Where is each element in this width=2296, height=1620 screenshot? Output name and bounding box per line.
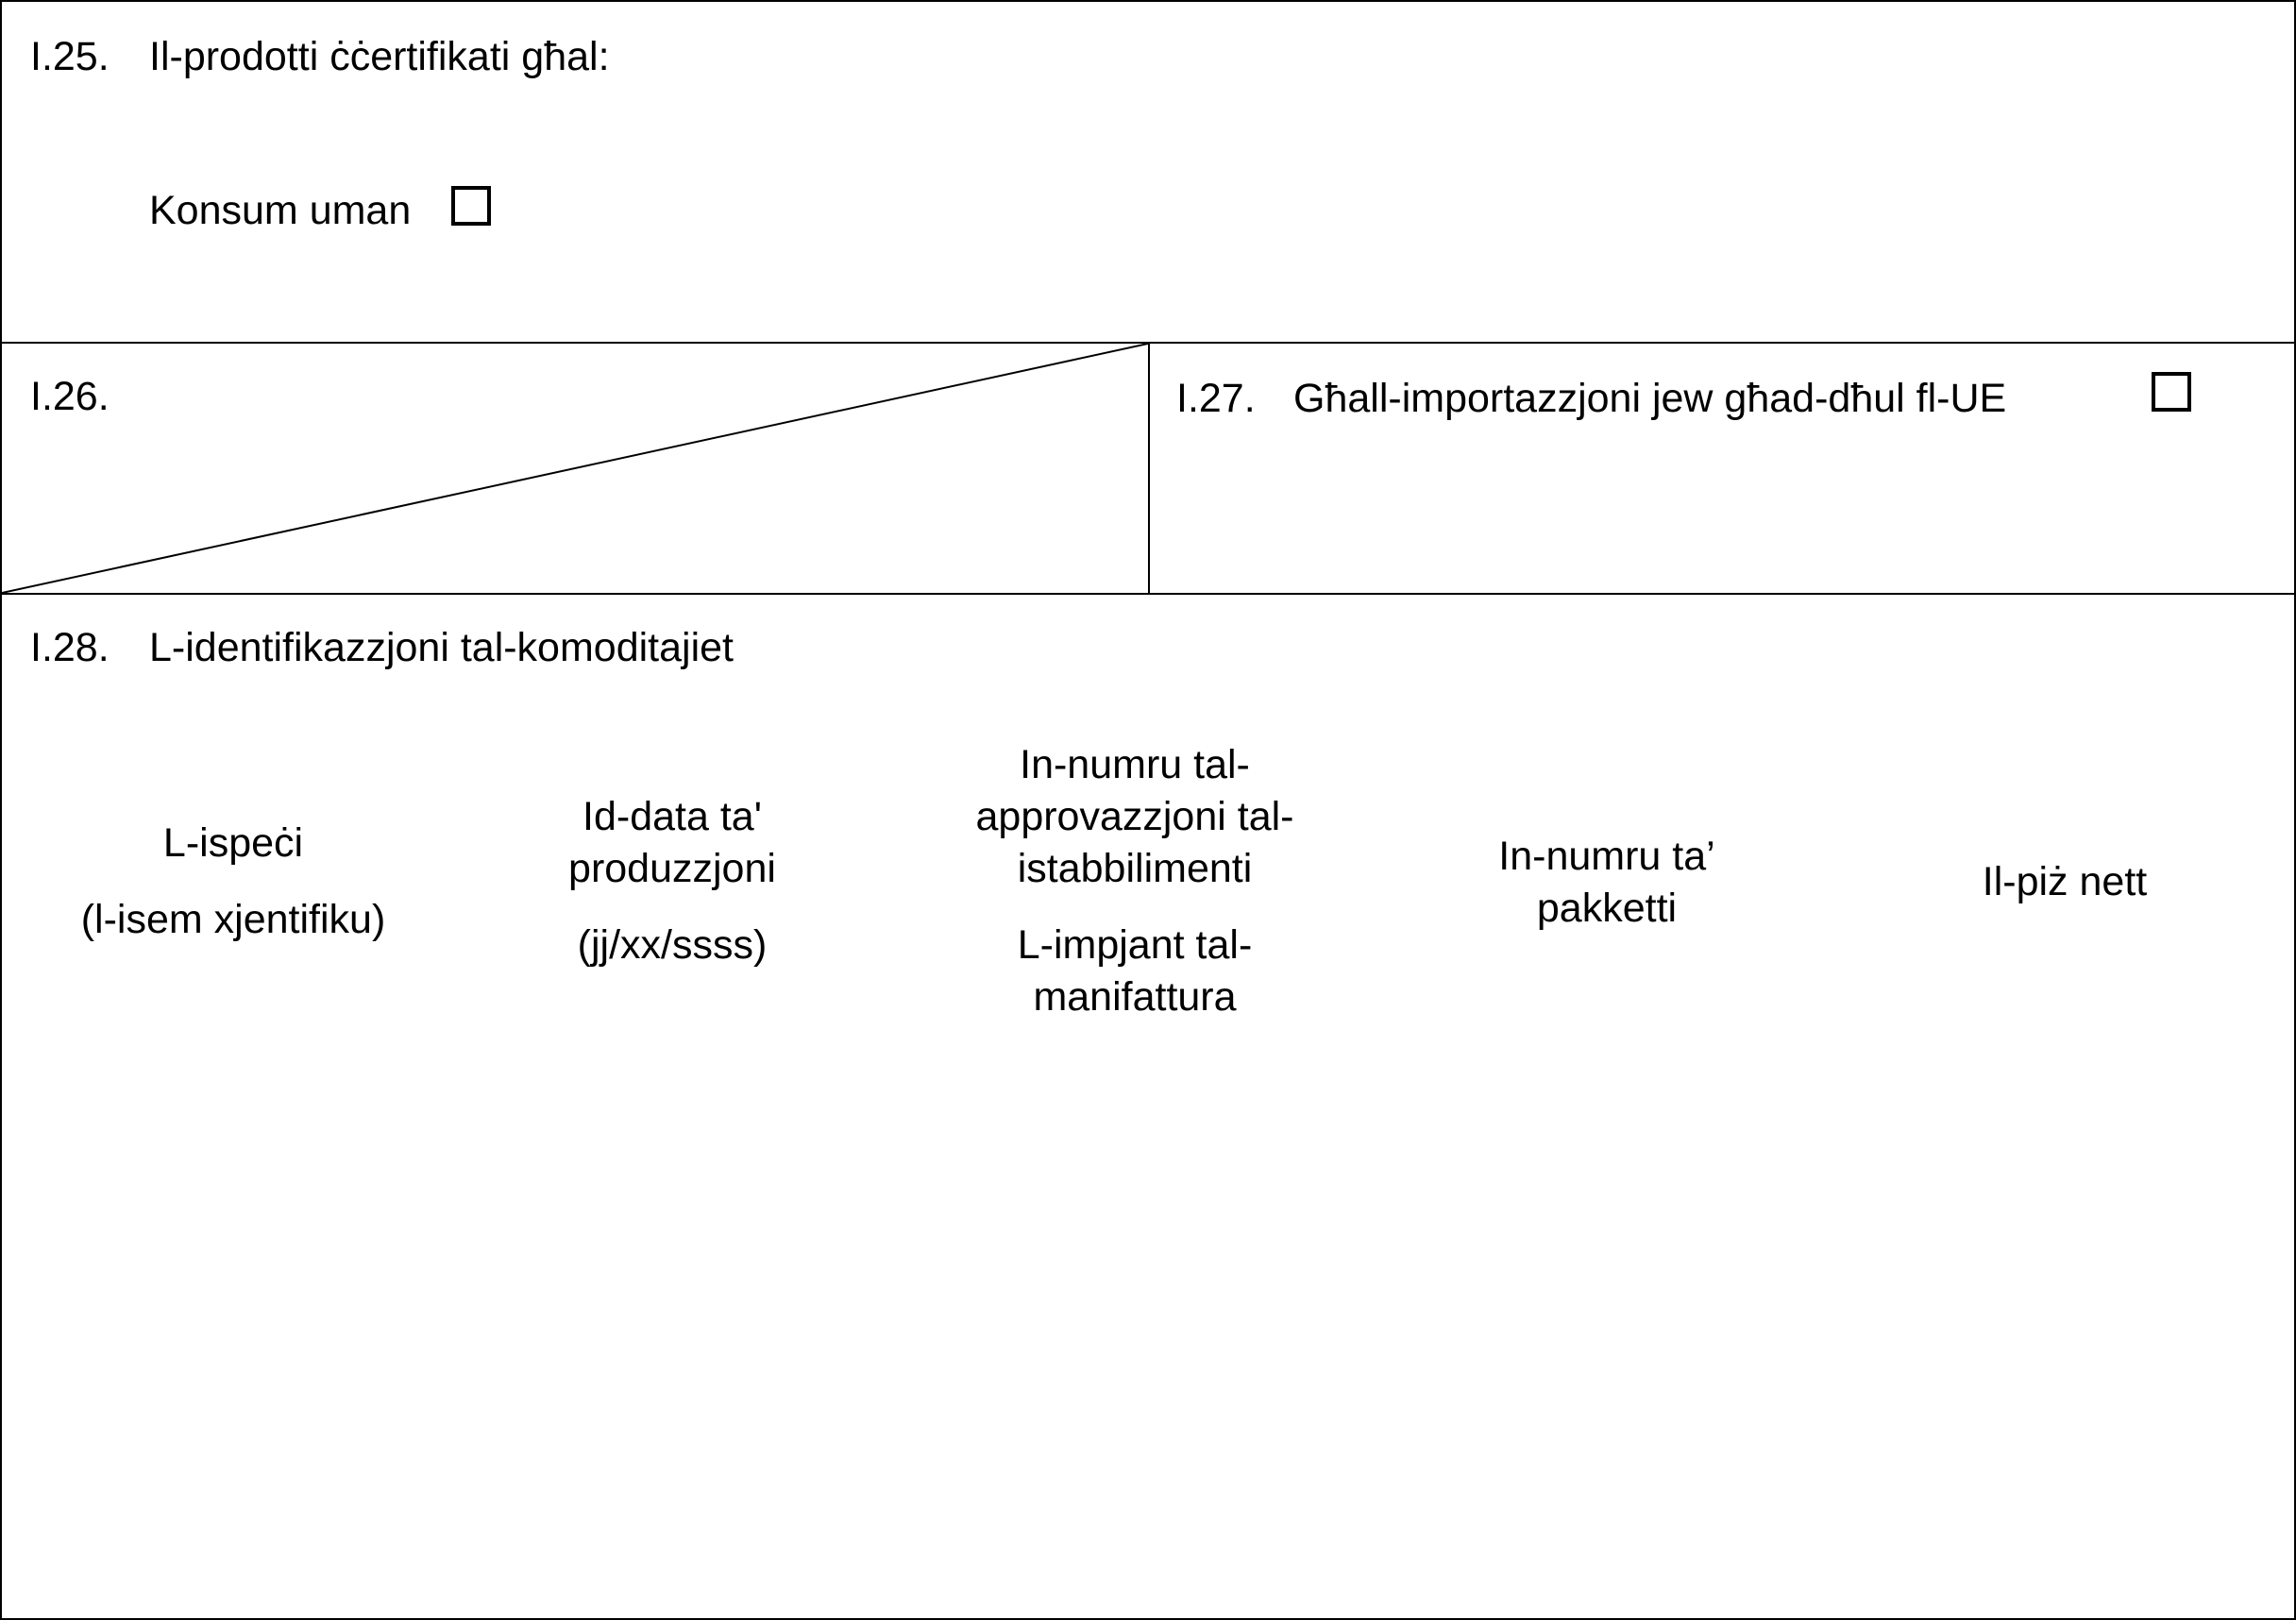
section-25-box	[0, 0, 2296, 344]
column-production-date-subline: (jj/xx/ssss)	[577, 922, 768, 968]
column-approval-number-line: In-numru tal-	[1020, 742, 1250, 787]
column-production-date-line: produzzjoni	[568, 846, 776, 891]
column-net-weight	[1852, 856, 2277, 908]
column-approval-number-subline: L-impjant tal-	[1017, 922, 1253, 968]
column-approval-number-subline: manifattura	[1033, 974, 1237, 1020]
column-species-subline: (l-isem xjentifiku)	[80, 897, 386, 942]
column-species	[30, 818, 436, 946]
column-production-date	[474, 791, 870, 971]
section-27-box	[1148, 342, 2296, 595]
section-26-number: I.26.	[30, 374, 110, 419]
column-approval-number	[908, 739, 1361, 1023]
column-package-count-line: pakketti	[1536, 886, 1678, 931]
section-28-number: I.28.	[30, 625, 110, 670]
import-eu-checkbox[interactable]	[2152, 372, 2191, 412]
section-27-title: Għall-importazzjoni jew għad-dħul fl-UE	[1293, 376, 2007, 421]
column-approval-number-line: approvazzjoni tal-	[975, 794, 1294, 839]
section-27-number: I.27.	[1176, 376, 1256, 421]
section-25-number: I.25.	[30, 34, 110, 79]
human-consumption-checkbox[interactable]	[451, 186, 491, 226]
column-species-line: L-ispeċi	[162, 820, 304, 866]
column-production-date-line: Id-data ta'	[582, 794, 762, 839]
column-approval-number-line: istabbilimenti	[1017, 846, 1253, 891]
column-package-count-line: In-numru ta’	[1498, 834, 1715, 879]
section-28-title: L-identifikazzjoni tal-komoditajiet	[149, 625, 734, 670]
section-26-diagonal-line	[2, 344, 1148, 593]
column-package-count	[1399, 831, 1815, 935]
human-consumption-label: Konsum uman	[149, 188, 412, 233]
column-net-weight-line: Il-piż nett	[1982, 859, 2148, 904]
section-25-title: Il-prodotti ċċertifikati għal:	[149, 34, 610, 79]
section-26-box	[0, 342, 1150, 595]
section-28-box	[0, 593, 2296, 1620]
